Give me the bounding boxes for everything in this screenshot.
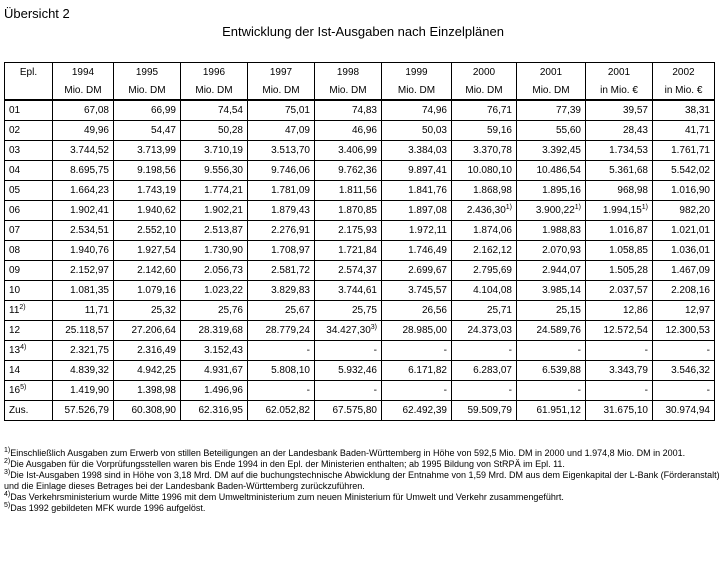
value-cell: -	[315, 341, 382, 361]
value-cell: 9.897,41	[382, 161, 452, 181]
table-row	[5, 181, 715, 201]
value-cell: 968,98	[586, 181, 653, 201]
value-cell: 2.581,72	[248, 261, 315, 281]
value-cell: 5.361,68	[586, 161, 653, 181]
value-cell: 66,99	[114, 100, 181, 121]
epl-cell: 12	[5, 321, 53, 341]
value-cell: 12,86	[586, 301, 653, 321]
value-cell: 1.419,90	[53, 381, 114, 401]
value-cell: 3.744,61	[315, 281, 382, 301]
value-cell: 1.841,76	[382, 181, 452, 201]
value-cell: -	[248, 341, 315, 361]
value-cell: 25,75	[315, 301, 382, 321]
value-cell: 26,56	[382, 301, 452, 321]
value-cell: 49,96	[53, 121, 114, 141]
value-cell: 2.574,37	[315, 261, 382, 281]
column-header-year: 2002	[653, 63, 715, 82]
footnote-mark: 2)	[4, 458, 11, 465]
value-cell: 25,71	[452, 301, 517, 321]
value-cell: 1.734,53	[586, 141, 653, 161]
footnote-marker: 1)	[641, 204, 648, 211]
table-row	[5, 401, 715, 421]
value-cell: 1.036,01	[653, 241, 715, 261]
value-cell: 3.546,32	[653, 361, 715, 381]
column-header-year: 1996	[181, 63, 248, 82]
value-cell: 10.486,54	[517, 161, 586, 181]
value-cell: 62.492,39	[382, 401, 452, 421]
column-header-unit: in Mio. €	[586, 81, 653, 100]
value-cell: 3.152,43	[181, 341, 248, 361]
column-header-unit: Mio. DM	[382, 81, 452, 100]
footnote-marker: 1)	[505, 204, 512, 211]
value-cell: 2.699,67	[382, 261, 452, 281]
epl-cell: Zus.	[5, 401, 53, 421]
value-cell: 59.509,79	[452, 401, 517, 421]
footnote-marker: 4)	[20, 344, 27, 351]
value-cell: -	[517, 341, 586, 361]
value-cell: 1.746,49	[382, 241, 452, 261]
value-cell: 1.988,83	[517, 221, 586, 241]
value-cell: -	[517, 381, 586, 401]
value-cell: 4.942,25	[114, 361, 181, 381]
value-cell: 50,03	[382, 121, 452, 141]
epl-cell: 06	[5, 201, 53, 221]
epl-cell: 05	[5, 181, 53, 201]
column-header-year: 1999	[382, 63, 452, 82]
epl-cell: 09	[5, 261, 53, 281]
value-cell: 3.829,83	[248, 281, 315, 301]
epl-cell: 14	[5, 361, 53, 381]
value-cell: 9.556,30	[181, 161, 248, 181]
value-cell: 46,96	[315, 121, 382, 141]
value-cell: 2.534,51	[53, 221, 114, 241]
column-header-year: 1998	[315, 63, 382, 82]
value-cell: 25,32	[114, 301, 181, 321]
value-cell: 28.779,24	[248, 321, 315, 341]
epl-cell: 07	[5, 221, 53, 241]
value-cell: 1.868,98	[452, 181, 517, 201]
value-cell: 6.171,82	[382, 361, 452, 381]
value-cell: 62.052,82	[248, 401, 315, 421]
value-cell: 2.152,97	[53, 261, 114, 281]
footnote	[4, 448, 724, 459]
value-cell: 1.879,43	[248, 201, 315, 221]
value-cell: 2.552,10	[114, 221, 181, 241]
value-cell: 28.985,00	[382, 321, 452, 341]
value-cell: 76,71	[452, 100, 517, 121]
value-cell: 3.713,99	[114, 141, 181, 161]
value-cell: 12.572,54	[586, 321, 653, 341]
value-cell: 3.900,22$^{1)}$	[517, 201, 586, 221]
footnote-mark: 5)	[4, 502, 11, 509]
value-cell: 9.746,06	[248, 161, 315, 181]
table-row	[5, 141, 715, 161]
value-cell: 11,71	[53, 301, 114, 321]
table-row	[5, 361, 715, 381]
value-cell: 3.370,78	[452, 141, 517, 161]
value-cell: 1.467,09	[653, 261, 715, 281]
value-cell: 1.774,21	[181, 181, 248, 201]
table-row	[5, 241, 715, 261]
value-cell: 2.513,87	[181, 221, 248, 241]
page-title: Entwicklung der Ist-Ausgaben nach Einzelplänen	[222, 24, 504, 39]
footnote-marker: 3)	[370, 324, 377, 331]
value-cell: 1.721,84	[315, 241, 382, 261]
value-cell: 47,09	[248, 121, 315, 141]
value-cell: -	[382, 341, 452, 361]
column-header-unit: Mio. DM	[517, 81, 586, 100]
value-cell: 982,20	[653, 201, 715, 221]
value-cell: 41,71	[653, 121, 715, 141]
epl-cell: 08	[5, 241, 53, 261]
column-header-year: 1997	[248, 63, 315, 82]
table-row	[5, 381, 715, 401]
table-row	[5, 161, 715, 181]
value-cell: 2.037,57	[586, 281, 653, 301]
value-cell: -	[586, 341, 653, 361]
value-cell: 61.951,12	[517, 401, 586, 421]
value-cell: -	[586, 381, 653, 401]
table-row	[5, 100, 715, 121]
value-cell: 74,96	[382, 100, 452, 121]
value-cell: -	[315, 381, 382, 401]
value-cell: 3.745,57	[382, 281, 452, 301]
footnote-text: Das 1992 gebildeten MFK wurde 1996 aufgelöst.	[10, 503, 206, 513]
value-cell: 31.675,10	[586, 401, 653, 421]
value-cell: 6.283,07	[452, 361, 517, 381]
footnote	[4, 470, 724, 492]
value-cell: 3.985,14	[517, 281, 586, 301]
column-header-unit: Mio. DM	[114, 81, 181, 100]
value-cell: 9.198,56	[114, 161, 181, 181]
value-cell: 1.940,62	[114, 201, 181, 221]
value-cell: -	[382, 381, 452, 401]
value-cell: 1.058,85	[586, 241, 653, 261]
value-cell: -	[653, 381, 715, 401]
value-cell: 3.513,70	[248, 141, 315, 161]
value-cell: 1.505,28	[586, 261, 653, 281]
value-cell: 1.023,22	[181, 281, 248, 301]
value-cell: 28,43	[586, 121, 653, 141]
overview-label: Übersicht 2	[4, 6, 70, 21]
epl-cell: 16$^{5)}$	[5, 381, 53, 401]
epl-cell: 02	[5, 121, 53, 141]
value-cell: 30.974,94	[653, 401, 715, 421]
value-cell: 27.206,64	[114, 321, 181, 341]
column-header-unit: Mio. DM	[181, 81, 248, 100]
value-cell: 2.276,91	[248, 221, 315, 241]
value-cell: 57.526,79	[53, 401, 114, 421]
footnote-marker: 1)	[574, 204, 581, 211]
value-cell: 2.142,60	[114, 261, 181, 281]
value-cell: -	[452, 341, 517, 361]
value-cell: 6.539,88	[517, 361, 586, 381]
value-cell: 1.730,90	[181, 241, 248, 261]
table-row	[5, 341, 715, 361]
value-cell: 1.902,21	[181, 201, 248, 221]
value-cell: 2.321,75	[53, 341, 114, 361]
epl-cell: 10	[5, 281, 53, 301]
value-cell: 3.744,52	[53, 141, 114, 161]
value-cell: 59,16	[452, 121, 517, 141]
value-cell: 39,57	[586, 100, 653, 121]
value-cell: 9.762,36	[315, 161, 382, 181]
value-cell: 3.384,03	[382, 141, 452, 161]
value-cell: 77,39	[517, 100, 586, 121]
column-header-epl: Epl.	[5, 63, 53, 82]
column-header-unit: in Mio. €	[653, 81, 715, 100]
value-cell: 2.070,93	[517, 241, 586, 261]
column-header-year: 2001	[517, 63, 586, 82]
value-cell: 4.104,08	[452, 281, 517, 301]
value-cell: 1.781,09	[248, 181, 315, 201]
value-cell: 67,08	[53, 100, 114, 121]
value-cell: 1.897,08	[382, 201, 452, 221]
column-header-year: 2000	[452, 63, 517, 82]
value-cell: 12.300,53	[653, 321, 715, 341]
value-cell: 28.319,68	[181, 321, 248, 341]
table-row	[5, 261, 715, 281]
value-cell: 25,67	[248, 301, 315, 321]
column-header-year: 2001	[586, 63, 653, 82]
footnote-mark: 1)	[4, 447, 11, 454]
value-cell: 50,28	[181, 121, 248, 141]
value-cell: -	[653, 341, 715, 361]
epl-cell: 13$^{4)}$	[5, 341, 53, 361]
epl-cell: 11$^{2)}$	[5, 301, 53, 321]
value-cell: 2.208,16	[653, 281, 715, 301]
value-cell: 1.902,41	[53, 201, 114, 221]
value-cell: 1.874,06	[452, 221, 517, 241]
value-cell: 25.118,57	[53, 321, 114, 341]
value-cell: 4.931,67	[181, 361, 248, 381]
epl-cell: 01	[5, 100, 53, 121]
value-cell: 55,60	[517, 121, 586, 141]
value-cell: 1.496,96	[181, 381, 248, 401]
footnote	[4, 492, 724, 503]
expenditure-table	[4, 62, 715, 421]
column-header-year: 1994	[53, 63, 114, 82]
value-cell: 2.944,07	[517, 261, 586, 281]
footnote	[4, 459, 724, 470]
value-cell: 1.870,85	[315, 201, 382, 221]
table-row	[5, 121, 715, 141]
value-cell: 54,47	[114, 121, 181, 141]
footnote-text: Das Verkehrsministerium wurde Mitte 1996 mit dem Umweltministerium zum neuen Ministerium für Umwelt und Verkehr zusammengeführt.	[10, 492, 564, 502]
column-header-unit: Mio. DM	[53, 81, 114, 100]
value-cell: 2.162,12	[452, 241, 517, 261]
table-row	[5, 201, 715, 221]
value-cell: -	[452, 381, 517, 401]
value-cell: 1.743,19	[114, 181, 181, 201]
value-cell: 1.940,76	[53, 241, 114, 261]
value-cell: 1.021,01	[653, 221, 715, 241]
value-cell: 25,15	[517, 301, 586, 321]
footnote-text: Einschließlich Ausgaben zum Erwerb von stillen Beteiligungen an der Landesbank Baden-Württemberg in Höhe von 592,5 Mio. DM in 2000 und 1.974,8 Mio. DM in 2001.	[10, 448, 686, 458]
epl-cell: 04	[5, 161, 53, 181]
footnote-text: Die Ausgaben für die Vorprüfungsstellen waren bis Ende 1994 in den Epl. der Ministerien enthalten; ab 1995 Bildung von StRPÄ im Epl. 11.	[10, 459, 565, 469]
value-cell: 12,97	[653, 301, 715, 321]
value-cell: 75,01	[248, 100, 315, 121]
value-cell: 1.079,16	[114, 281, 181, 301]
value-cell: 1.972,11	[382, 221, 452, 241]
value-cell: 74,54	[181, 100, 248, 121]
column-header-unit	[5, 81, 53, 100]
value-cell: 60.308,90	[114, 401, 181, 421]
value-cell: 24.373,03	[452, 321, 517, 341]
value-cell: 1.398,98	[114, 381, 181, 401]
value-cell: 3.343,79	[586, 361, 653, 381]
value-cell: 3.392,45	[517, 141, 586, 161]
value-cell: 2.436,30$^{1)}$	[452, 201, 517, 221]
column-header-unit: Mio. DM	[315, 81, 382, 100]
value-cell: 2.316,49	[114, 341, 181, 361]
value-cell: 1.016,90	[653, 181, 715, 201]
footnote-mark: 3)	[4, 469, 11, 476]
footnote-marker: 2)	[19, 304, 26, 311]
value-cell: 25,76	[181, 301, 248, 321]
value-cell: 1.664,23	[53, 181, 114, 201]
column-header-unit: Mio. DM	[248, 81, 315, 100]
value-cell: 5.932,46	[315, 361, 382, 381]
value-cell: -	[248, 381, 315, 401]
value-cell: 1.761,71	[653, 141, 715, 161]
value-cell: 2.795,69	[452, 261, 517, 281]
value-cell: 62.316,95	[181, 401, 248, 421]
value-cell: 10.080,10	[452, 161, 517, 181]
column-header-unit: Mio. DM	[452, 81, 517, 100]
value-cell: 1.927,54	[114, 241, 181, 261]
value-cell: 3.710,19	[181, 141, 248, 161]
value-cell: 3.406,99	[315, 141, 382, 161]
footnote-mark: 4)	[4, 491, 11, 498]
value-cell: 5.542,02	[653, 161, 715, 181]
footnote	[4, 503, 724, 514]
value-cell: 1.994,15$^{1)}$	[586, 201, 653, 221]
value-cell: 34.427,30$^{3)}$	[315, 321, 382, 341]
footnotes	[4, 448, 724, 514]
value-cell: 24.589,76	[517, 321, 586, 341]
table-row	[5, 321, 715, 341]
table-row	[5, 281, 715, 301]
value-cell: 5.808,10	[248, 361, 315, 381]
value-cell: 2.175,93	[315, 221, 382, 241]
value-cell: 4.839,32	[53, 361, 114, 381]
footnote-marker: 5)	[20, 384, 27, 391]
value-cell: 2.056,73	[181, 261, 248, 281]
value-cell: 74,83	[315, 100, 382, 121]
column-header-year: 1995	[114, 63, 181, 82]
value-cell: 8.695,75	[53, 161, 114, 181]
value-cell: 1.811,56	[315, 181, 382, 201]
value-cell: 67.575,80	[315, 401, 382, 421]
value-cell: 1.708,97	[248, 241, 315, 261]
table-row	[5, 221, 715, 241]
value-cell: 1.016,87	[586, 221, 653, 241]
value-cell: 1.081,35	[53, 281, 114, 301]
epl-cell: 03	[5, 141, 53, 161]
value-cell: 1.895,16	[517, 181, 586, 201]
table-row	[5, 301, 715, 321]
footnote-text: Die Ist-Ausgaben 1998 sind in Höhe von 3,18 Mrd. DM auf die buchungstechnische Abwicklung der Entnahme von 1,59 Mrd. DM aus dem Eigenkapital der L-Bank (Förderanstalt) und die Einlage dieses Betrages bei der Landesbank Baden-Württemberg zurückzuführen.	[4, 470, 720, 491]
value-cell: 38,31	[653, 100, 715, 121]
